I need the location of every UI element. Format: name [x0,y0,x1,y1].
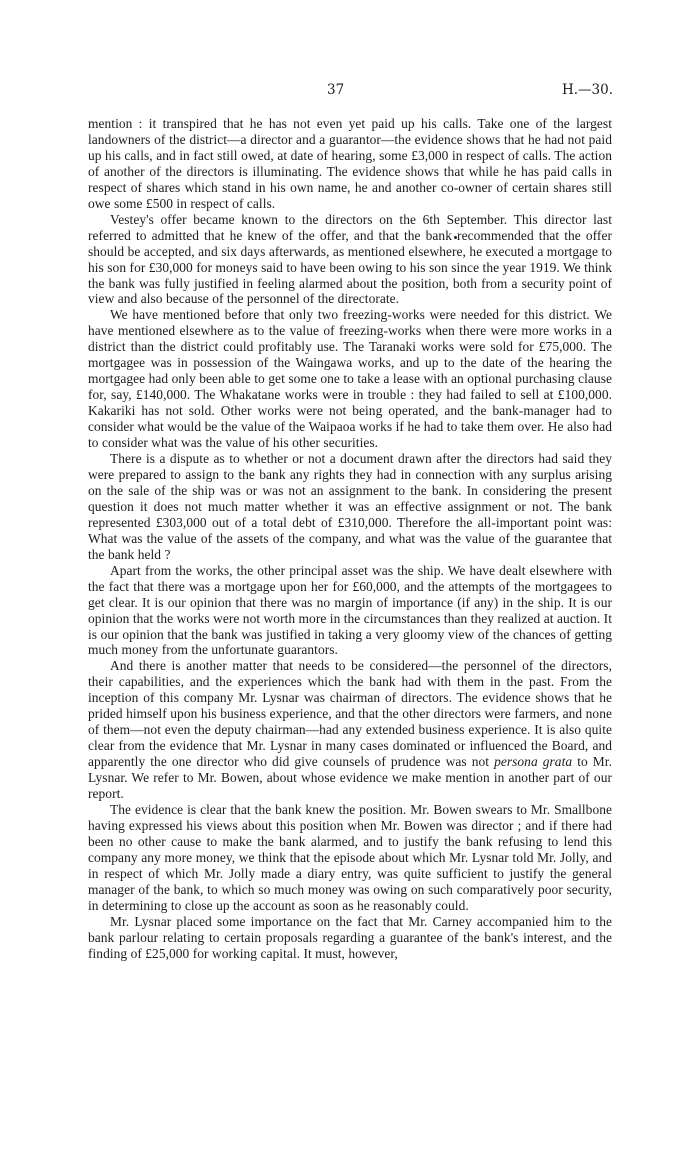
page-number: 37 [327,82,345,98]
italic-phrase: persona grata [494,754,573,770]
paragraph: The evidence is clear that the bank knew the position. Mr. Bowen swears to Mr. Smallbone having expressed his views about this position when Mr. Bowen was director ; and if there had been no other cause to make the bank alarmed, and to justify the bank refusing to lend this company any more money, we think that the episode about which Mr. Lysnar told Mr. Jolly, and in respect of which Mr. Jolly made a diary entry, was quite sufficient to justify the general manager of the bank, to which so much money was owing on such comparatively poor security, in determining to close up the account as soon as he reasonably could. [88,801,612,913]
page-header [0,82,700,102]
body-text [88,116,612,962]
paragraph-text: to Mr. Lysnar. We refer to Mr. Bowen, about whose evidence we make mention in another part of our report. [88,754,612,802]
paragraph: We have mentioned before that only two freezing-works were needed for this district. We have mentioned elsewhere as to the value of freezing-works when there were more works in a district than the district could profitably use. The Taranaki works were sold for £75,000. The mortgagee was in possession of the Waingawa works, and up to the date of the hearing the mortgagee had only been able to get some one to take a lease with an optional purchasing clause for, say, £140,000. The Whakatane works were in trouble : they had failed to sell at £100,000. Kakariki has not sold. Other works were not being operated, and the bank-manager had to consider what would be the value of the Waipaoa works if he had to take them over. He also had to consider what was the value of his other securities. [88,307,612,451]
document-reference: H.—30. [561,82,613,98]
paragraph: There is a dispute as to whether or not a document drawn after the directors had said they were prepared to assign to the bank any rights they had in connection with any surplus arising on the sale of the ship was or was not an assignment to the bank. In considering the present question it does not much matter whether it was an effective assignment or not. The bank represented £303,000 out of a total debt of £310,000. Therefore the all-important point was: What was the value of the assets of the company, and what was the value of the guarantee that the bank held ? [88,451,612,562]
paragraph: mention : it transpired that he has not even yet paid up his calls. Take one of the largest landowners of the district—a director and a guarantor—the evidence shows that he had not paid up his calls, and in fact still owed, at date of hearing, some £3,000 in respect of calls. The action of another of the directors is illuminating. The evidence shows that while he has paid calls in respect of shares which stand in his own name, he and another co-owner of certain shares still owe some £500 in respect of calls. [88,116,612,211]
paragraph: Vestey's offer became known to the directors on the 6th September. This director last referred to admitted that he knew of the offer, and that the bank recommended that the offer should be accepted, and six days afterwards, as mentioned elsewhere, he executed a mortgage to his son for £30,000 for moneys said to have been owing to his son since the year 1919. We think the bank was fully justified in feeling alarmed about the position, both from a security point of view and also because of the personnel of the directorate. [88,211,612,307]
paragraph: Mr. Lysnar placed some importance on the fact that Mr. Carney accompanied him to the bank parlour relating to certain proposals regarding a guarantee of the bank's interest, and the finding of £25,000 for working capital. It must, however, [88,913,612,961]
paragraph [88,658,612,802]
paragraph: Apart from the works, the other principal asset was the ship. We have dealt elsewhere with the fact that there was a mortgage upon her for £60,000, and the attempts of the mortgagees to get clear. It is our opinion that there was no margin of importance (if any) in the ship. It is our opinion that the works were not worth more in the circumstances than they realized at auction. It is our opinion that the bank was justified in taking a very gloomy view of the chances of getting much money from the unfortunate guarantors. [88,562,612,658]
paragraph-text: And there is another matter that needs to be considered—the personnel of the directors, their capabilities, and the experiences which the bank had with them in the past. From the inception of this company Mr. Lysnar was chairman of directors. The evidence shows that he prided himself upon his business experience, and that the other directors were farmers, and none of them—not even the deputy chairman—had any extended business experience. It is also quite clear from the evidence that Mr. Lysnar in many cases dominated or influenced the Board, and apparently the one director who did give counsels of prudence was not [88,658,612,770]
